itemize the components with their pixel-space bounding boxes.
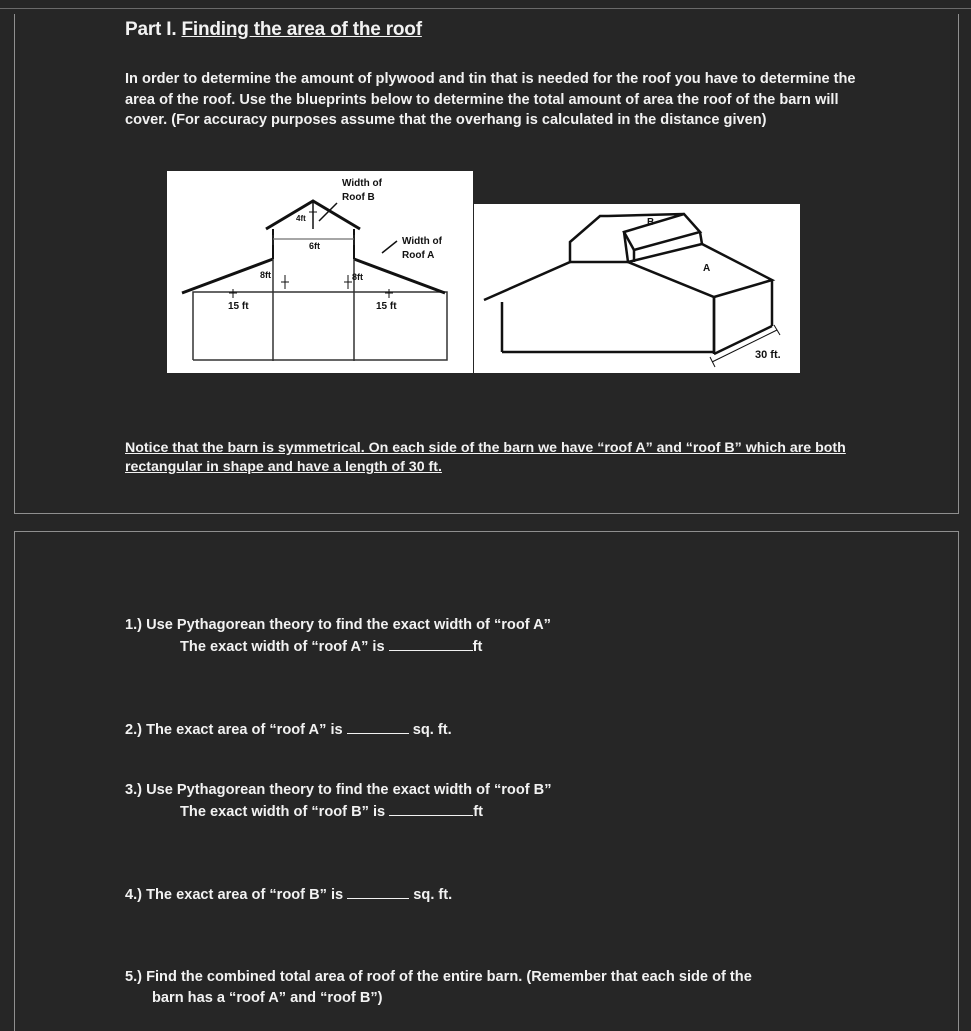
dim-15ft-right: 15 ft: [376, 301, 397, 312]
dim-30ft: 30 ft.: [755, 349, 781, 361]
q1-lead: The exact width of “roof A” is: [180, 639, 385, 655]
label-width-roof-a-1: Width of: [402, 236, 442, 247]
q4-answer-blank[interactable]: [347, 884, 409, 899]
label-roof-a: A: [703, 263, 711, 274]
q3-answer-blank[interactable]: [389, 801, 473, 816]
question-5: [125, 967, 752, 1009]
dim-4ft: 4ft: [296, 214, 306, 223]
q1-answer-line: [125, 636, 551, 658]
q3-prompt: 3.) Use Pythagorean theory to find the exact width of “roof B”: [125, 782, 552, 798]
dim-8ft-left: 8ft: [260, 270, 271, 280]
barn-front-blueprint: [167, 171, 473, 373]
page-title: [125, 19, 422, 41]
label-roof-b: B: [647, 217, 655, 228]
dim-6ft: 6ft: [309, 241, 320, 251]
q5-prompt-2: barn has a “roof A” and “roof B”): [152, 990, 383, 1006]
intro-paragraph: In order to determine the amount of plywood and tin that is needed for the roof you have to determine the area of the roof. Use the blueprints below to determine the total amount of area the roof of the barn will cover. (For accuracy purposes assume that the overhang is calculated in the distance given): [125, 71, 856, 128]
question-4: [125, 884, 452, 906]
q2-answer-blank[interactable]: [347, 719, 409, 734]
q2-unit: sq. ft.: [412, 722, 452, 738]
q3-lead: The exact width of “roof B” is: [180, 804, 386, 820]
top-rule: [0, 8, 971, 9]
question-3: [125, 780, 552, 823]
question-2: [125, 719, 452, 741]
label-width-roof-a-2: Roof A: [402, 250, 435, 261]
title-text: Finding the area of the roof: [181, 19, 422, 40]
barn-3d-blueprint: [474, 204, 800, 373]
dim-8ft-right: 8ft: [352, 272, 363, 282]
q4-unit: sq. ft.: [413, 887, 453, 903]
dim-15ft-left: 15 ft: [228, 301, 249, 312]
symmetry-notice: Notice that the barn is symmetrical. On each side of the barn we have “roof A” and “roof B” which are both rectangular in shape and have a length of 30 ft.: [125, 440, 846, 475]
question-1: [125, 615, 551, 658]
part-label: Part I.: [125, 19, 177, 40]
q4-prompt: 4.) The exact area of “roof B” is: [125, 887, 344, 903]
q2-prompt: 2.) The exact area of “roof A” is: [125, 722, 343, 738]
q3-unit: ft: [473, 804, 483, 820]
q1-answer-blank[interactable]: [389, 636, 473, 651]
label-width-roof-b-1: Width of: [342, 178, 382, 189]
q5-prompt-1: 5.) Find the combined total area of roof of the entire barn. (Remember that each side of the: [125, 969, 752, 985]
label-width-roof-b-2: Roof B: [342, 192, 375, 203]
q1-prompt: 1.) Use Pythagorean theory to find the exact width of “roof A”: [125, 617, 551, 633]
q3-answer-line: [125, 801, 552, 823]
q1-unit: ft: [472, 639, 483, 655]
